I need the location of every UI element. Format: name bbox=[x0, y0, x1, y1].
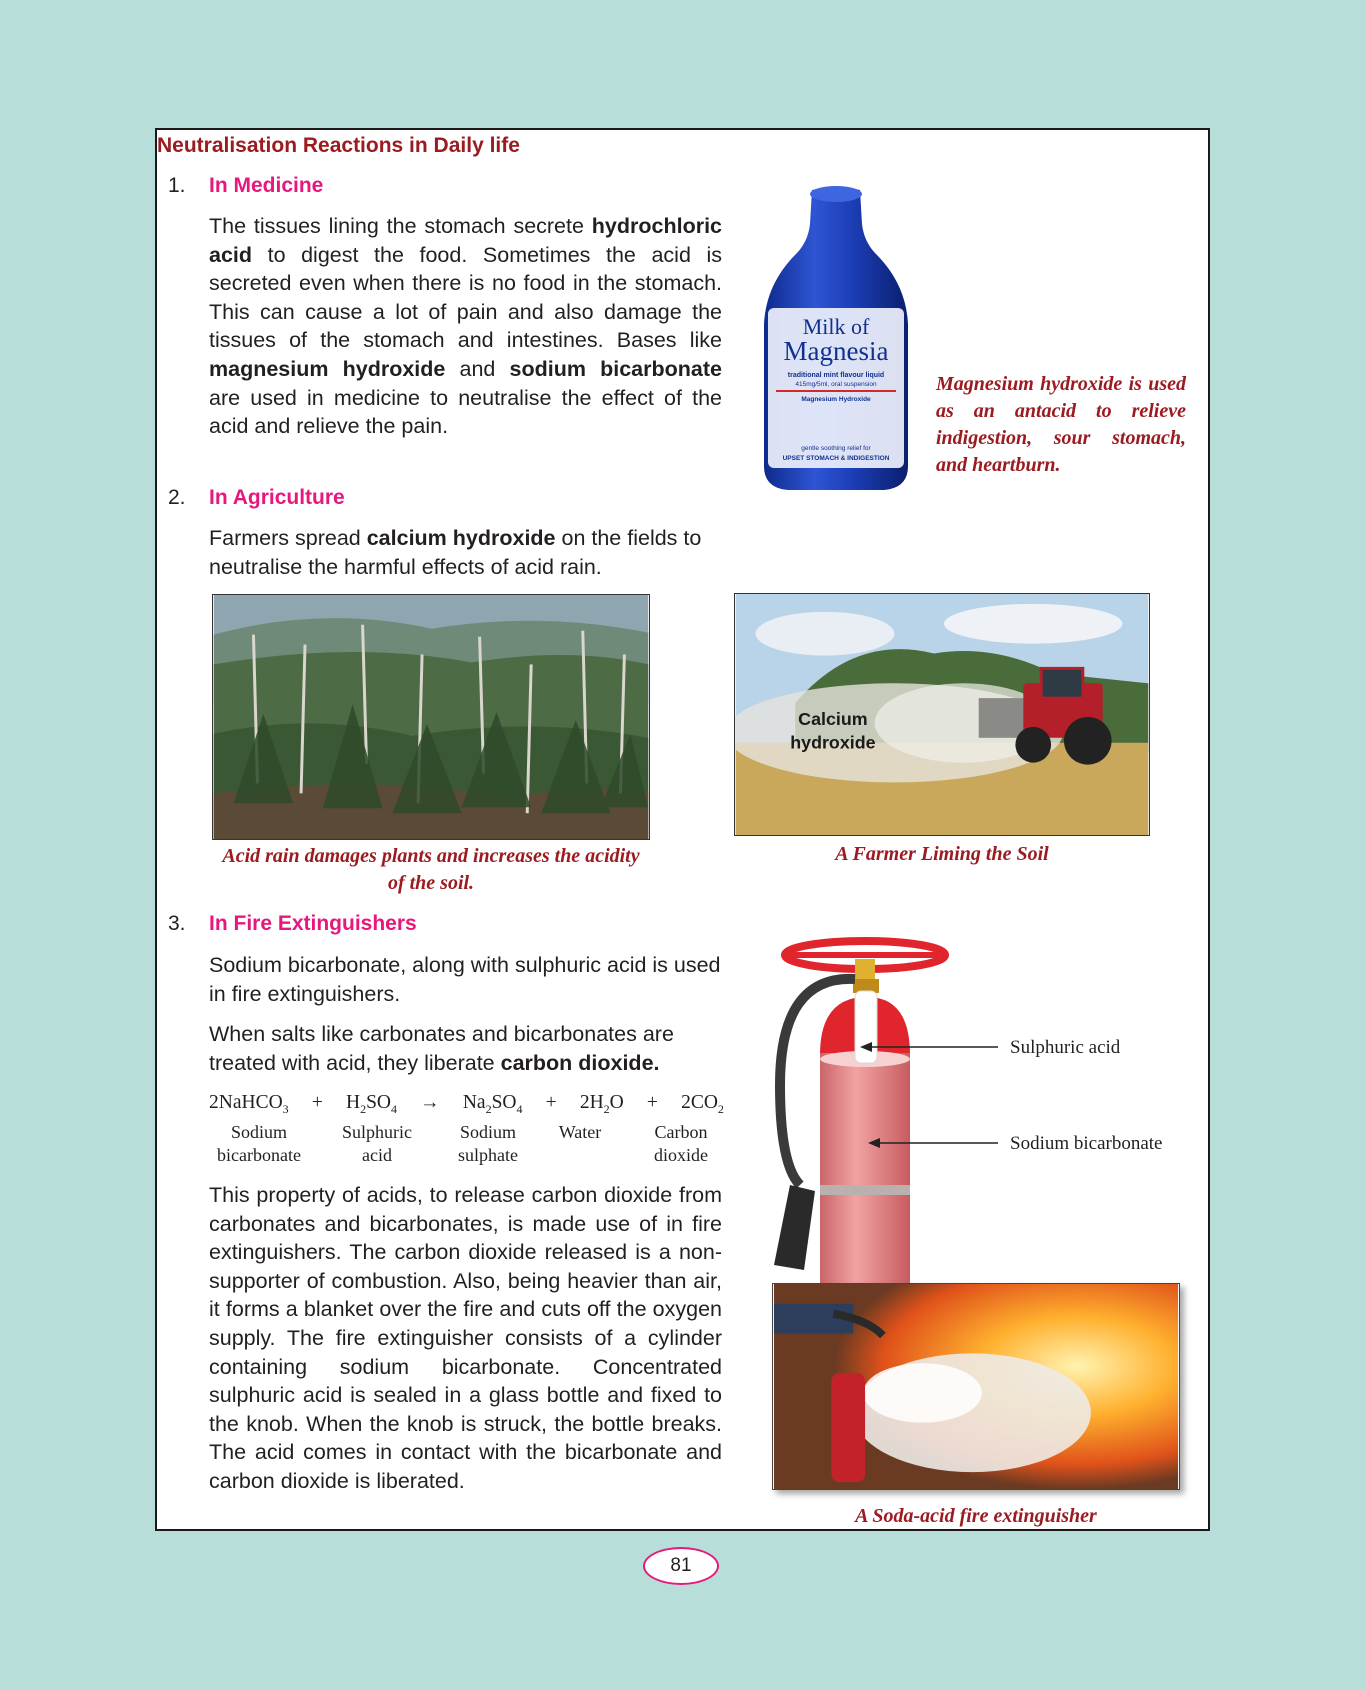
fire-extinguisher-photo bbox=[772, 1283, 1180, 1490]
eq-arrow: → bbox=[420, 1092, 440, 1113]
section-3-paragraph-3: This property of acids, to release carbon dioxide from carbonates and bicarbonates, is made use of in fire extinguishers. The carbon dioxide released is a non-supporter of combustion. Also, being heavier than air, it forms a blanket over the fire and cuts off the oxygen supply. The fire extinguisher consists of a cylinder containing sodium bicarbonate. Concentrated sulphuric acid is sealed in a glass bottle and fixed to the knob. When the knob is struck, the bottle breaks. The acid comes in contact with the bicarbonate and carbon dioxide is liberated. bbox=[209, 1183, 722, 1493]
bottle-brand-line2: Magnesia bbox=[783, 336, 889, 366]
section-2-number: 2. bbox=[168, 486, 186, 509]
calcium-label-line1: Calcium bbox=[798, 708, 868, 729]
eq-plus: + bbox=[646, 1092, 658, 1113]
section-3-number: 3. bbox=[168, 912, 186, 935]
fire-extinguisher-diagram bbox=[760, 935, 1180, 1285]
eq-label-water: Water bbox=[558, 1122, 602, 1142]
farmer-liming-image bbox=[734, 593, 1150, 836]
section-2-title: In Agriculture bbox=[209, 486, 345, 509]
magnesium-caption: Magnesium hydroxide is used as an antacid to relieve indigestion, sour stomach, and heartburn. bbox=[936, 373, 1186, 476]
eq-term-water: $2H_2O$ bbox=[579, 1092, 624, 1116]
eq-label-sodium-bicarbonate: Sodium bicarbonate bbox=[217, 1122, 301, 1165]
farmer-caption: A Farmer Liming the Soil bbox=[835, 843, 1049, 865]
milk-of-magnesia-bottle-image bbox=[756, 184, 916, 494]
eq-term-carbon-dioxide: $2CO_2$ bbox=[681, 1092, 724, 1116]
section-3-title: In Fire Extinguishers bbox=[209, 912, 417, 935]
sulphuric-acid-label: Sulphuric acid bbox=[1010, 1037, 1121, 1058]
eq-term-sodium-sulphate: $Na_2SO_4$ bbox=[462, 1092, 523, 1116]
bottle-brand-line1: Milk of bbox=[802, 314, 870, 339]
bottle-text-2: 415mg/5ml, oral suspension bbox=[795, 381, 877, 388]
eq-plus: + bbox=[545, 1092, 557, 1113]
calcium-label-line2: hydroxide bbox=[790, 732, 876, 753]
bottle-text-1: traditional mint flavour liquid bbox=[787, 372, 885, 379]
eq-label-sodium-sulphate: Sodium sulphate bbox=[458, 1122, 518, 1165]
section-1-paragraph: The tissues lining the stomach secrete hydrochloric acid to digest the food. Sometimes the acid is secreted even when there is no food in the stomach. This can cause a lot of pain and also damage the tissues of the stomach and intestines. Bases like magnesium hydroxide and sodium bicarbonate are used in medicine to neutralise the effect of the acid and relieve the pain. bbox=[209, 214, 722, 439]
sodium-bicarbonate-label: Sodium bicarbonate bbox=[1010, 1133, 1163, 1154]
section-2-paragraph: Farmers spread calcium hydroxide on the fields to neutralise the harmful effects of acid rain. bbox=[209, 526, 702, 579]
eq-label-carbon-dioxide: Carbon dioxide bbox=[654, 1122, 708, 1165]
eq-term-sodium-bicarbonate: 2NaHCO$_3$ bbox=[209, 1092, 289, 1116]
section-1-number: 1. bbox=[168, 174, 186, 197]
page-number: 81 bbox=[643, 1547, 719, 1585]
section-1-title: In Medicine bbox=[209, 174, 324, 197]
chemical-equation bbox=[209, 1092, 724, 1117]
bottle-text-4: gentle soothing relief for bbox=[801, 445, 871, 452]
eq-term-sulphuric-acid: $H_2SO_4$ bbox=[345, 1092, 398, 1116]
acid-rain-forest-image bbox=[212, 594, 650, 840]
section-3-intro: Sodium bicarbonate, along with sulphuric acid is used in fire extinguishers. bbox=[209, 953, 721, 1006]
extinguisher-caption: A Soda-acid fire extinguisher bbox=[855, 1505, 1097, 1527]
page-heading: Neutralisation Reactions in Daily life bbox=[157, 134, 520, 157]
eq-label-sulphuric-acid: Sulphuric acid bbox=[342, 1122, 412, 1165]
eq-plus: + bbox=[311, 1092, 323, 1113]
bottle-text-3: Magnesium Hydroxide bbox=[801, 396, 871, 403]
section-3-paragraph-2: When salts like carbonates and bicarbonates are treated with acid, they liberate carbon dioxide. bbox=[209, 1022, 674, 1075]
bottle-text-5: UPSET STOMACH & INDIGESTION bbox=[782, 455, 890, 462]
acid-rain-caption: Acid rain damages plants and increases the acidity of the soil. bbox=[222, 845, 640, 894]
